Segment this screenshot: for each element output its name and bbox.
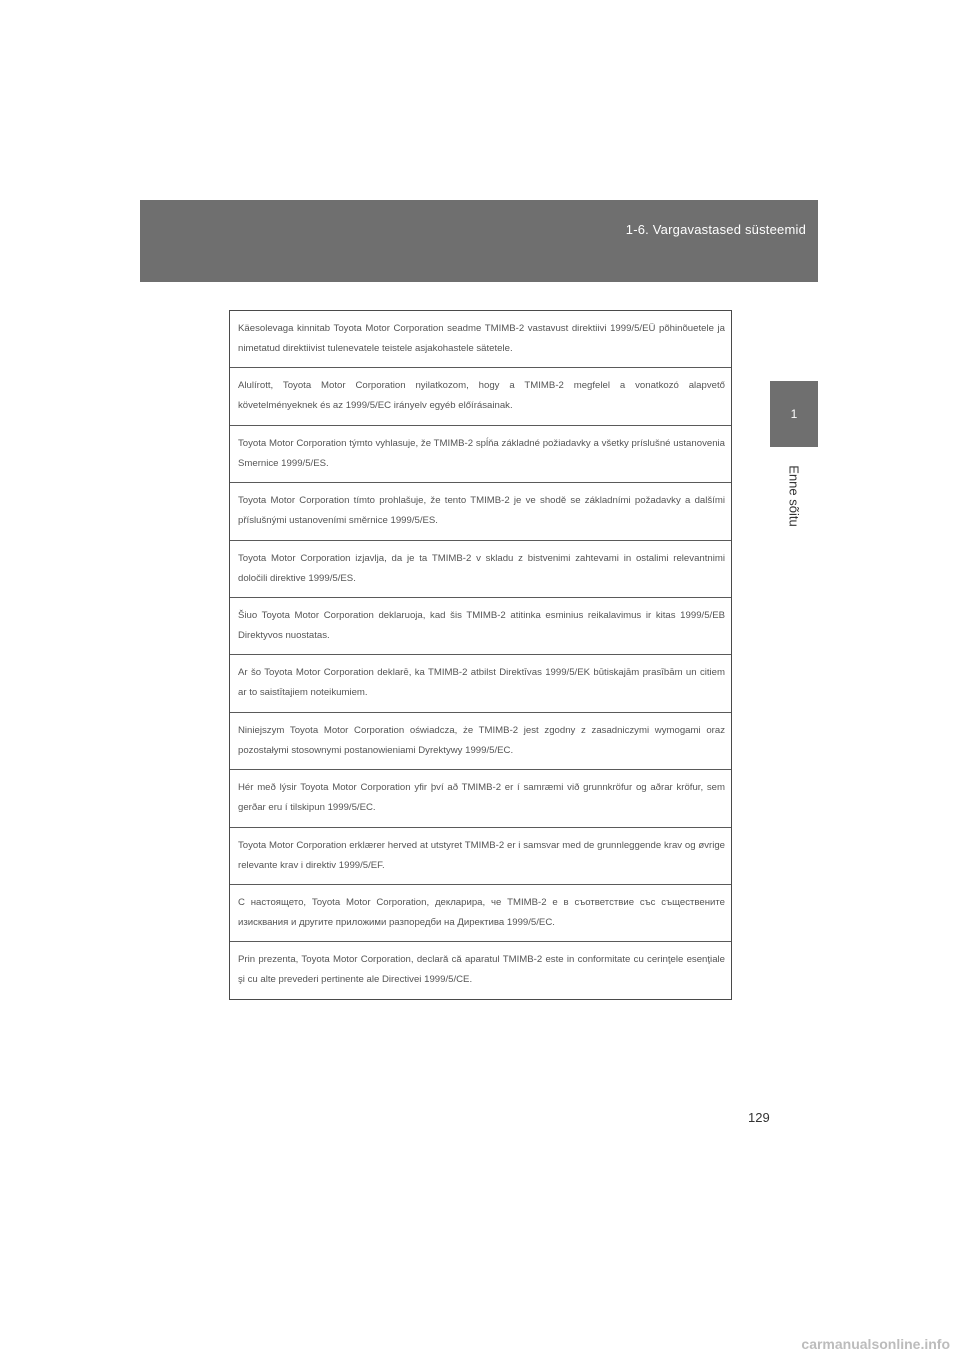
declaration-text: Toyota Motor Corporation týmto vyhlasuje, že TMIMB-2 spĺňa základné požiadavky a všetky príslušné ustanovenia Smernice 1999/5/ES. [238, 437, 725, 469]
declaration-text: Niniejszym Toyota Motor Corporation oświadcza, że TMIMB-2 jest zgodny z zasadniczymi wymogami oraz pozostałymi stosownymi postanowieniami Dyrektywy 1999/5/EC. [238, 724, 725, 756]
declaration-row-lithuanian [230, 598, 731, 655]
declaration-row-slovenian [230, 541, 731, 598]
declaration-text: Toyota Motor Corporation tímto prohlašuje, že tento TMIMB-2 je ve shodě se základními požadavky a dalšími příslušnými ustanoveními směrnice 1999/5/ES. [238, 495, 725, 527]
declaration-text: Hér með lýsir Toyota Motor Corporation yfir því að TMIMB-2 er í samræmi við grunnkröfur og aðrar kröfur, sem gerðar eru í tilskipun 1999/5/EC. [238, 782, 725, 814]
declaration-row-czech [230, 483, 731, 540]
section-header-band [140, 200, 818, 282]
declaration-text: Šiuo Toyota Motor Corporation deklaruoja, kad šis TMIMB-2 atitinka esminius reikalavimus ir kitas 1999/5/EB Direktyvos nuostatas. [238, 609, 725, 641]
declaration-row-slovak [230, 426, 731, 483]
declaration-row-polish [230, 713, 731, 770]
declaration-text: Käesolevaga kinnitab Toyota Motor Corporation seadme TMIMB-2 vastavust direktiivi 1999/5/EÜ põhinõuetele ja nimetatud direktiivist tulenevatele teistele asjakohastele sätetele. [238, 323, 725, 354]
declaration-row-latvian [230, 655, 731, 712]
declaration-row-romanian [230, 942, 731, 999]
chapter-label: Enne sõitu [786, 465, 802, 527]
declaration-row-estonian [230, 311, 731, 368]
declaration-text: Ar šo Toyota Motor Corporation deklarē, ka TMIMB-2 atbilst Direktīvas 1999/5/EK būtiskajām prasībām un citiem ar to saistītajiem noteikumiem. [238, 667, 725, 699]
section-title: 1-6. Vargavastased süsteemid [625, 222, 806, 237]
chapter-number-tab: 1 [770, 381, 818, 447]
page-number: 129 [748, 1110, 770, 1125]
watermark-text: carmanualsonline.info [801, 1336, 950, 1352]
declaration-text: Toyota Motor Corporation izjavlja, da je ta TMIMB-2 v skladu z bistvenimi zahtevami in ostalimi relevantnimi določili direktive 1999/5/ES. [238, 552, 725, 584]
declaration-row-icelandic [230, 770, 731, 827]
declaration-row-hungarian [230, 368, 731, 425]
declaration-text: С настоящето, Toyota Motor Corporation, декларира, че TMIMB-2 е в съответствие със съществените изисквания и другите приложими разпоредби на Директива 1999/5/EC. [238, 896, 725, 928]
declaration-text: Alulírott, Toyota Motor Corporation nyilatkozom, hogy a TMIMB-2 megfelel a vonatkozó alapvető követelményeknek és az 1999/5/EC irányelv egyéb előírásainak. [238, 380, 725, 412]
declaration-row-bulgarian [230, 885, 731, 942]
declaration-text: Prin prezenta, Toyota Motor Corporation, declară că aparatul TMIMB-2 este in conformitate cu cerinţele esenţiale şi cu alte prevederi pertinente ale Directivei 1999/5/CE. [238, 954, 725, 986]
declaration-table [229, 310, 732, 1000]
declaration-row-norwegian [230, 828, 731, 885]
declaration-text: Toyota Motor Corporation erklærer herved at utstyret TMIMB-2 er i samsvar med de grunnleggende krav og øvrige relevante krav i direktiv 1999/5/EF. [238, 839, 725, 871]
